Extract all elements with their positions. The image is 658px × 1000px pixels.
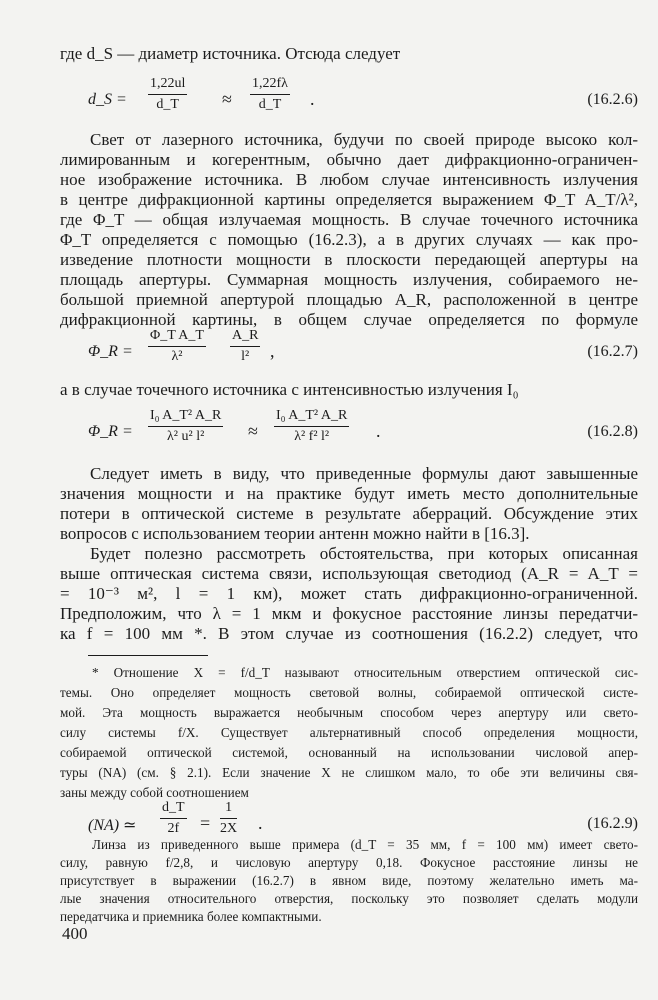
numerator: 1: [220, 800, 237, 819]
text-line: дифракционной картины, в общем случае определяется по формуле: [60, 310, 638, 329]
text-line: потери в оптической системе в результате аберраций. Обсуждение этих: [60, 504, 638, 523]
footnote-line: силу, равную f/2,8, и числовую апертуру 0,18. Фокусное расстояние линзы не: [60, 855, 638, 870]
denominator: d_T: [156, 97, 179, 112]
equation-number: (16.2.6): [587, 91, 638, 108]
text-line: в центре дифракционной картины определяется выражением Φ_T A_T/λ²,: [60, 190, 638, 209]
numerator: I₀ A_T² A_R: [274, 408, 349, 427]
fraction: [160, 800, 187, 837]
footnote-line: темы. Оно определяет мощность световой волны, собираемой оптической систе-: [60, 685, 638, 700]
text-line: Следует иметь в виду, что приведенные формулы дают завышенные: [90, 464, 638, 483]
text-line: где d_S — диаметр источника. Отсюда следует: [60, 44, 401, 63]
text-line: вопросов с использованием теории антенн можно найти в [16.3].: [60, 524, 530, 543]
fraction: [274, 408, 349, 445]
equation-punct: .: [376, 421, 381, 441]
footnote-line: собираемой оптической системой, основанный на использовании числовой апер-: [60, 745, 638, 760]
footnote-line: заны между собой соотношением: [60, 785, 249, 800]
denominator: 2f: [167, 821, 180, 836]
fraction: [230, 328, 260, 365]
text-line: значения мощности и на практике будут иметь место дополнительные: [60, 484, 638, 503]
equation-16-2-8: [60, 408, 638, 458]
equation-lhs: d_S =: [88, 91, 127, 108]
denominator: λ²: [171, 349, 183, 364]
text-line: а в случае точечного источника с интенсивностью излучения I₀: [60, 380, 519, 399]
equation-punct: .: [258, 813, 263, 833]
equation-punct: .: [310, 89, 315, 109]
text-line: площадь апертуры. Суммарная мощность излучения, собираемого не-: [60, 270, 638, 289]
denominator: l²: [241, 349, 250, 364]
footnote-line: Линза из приведенного выше примера (d_T = 35 мм, f = 100 мм) имеет свето-: [92, 837, 638, 852]
footnote-line: передатчика и приемника более компактными.: [60, 909, 322, 924]
text-line: большой приемной апертурой площадью A_R, расположенной в центре: [60, 290, 638, 309]
fraction: [250, 76, 290, 113]
numerator: 1,22fλ: [250, 76, 290, 95]
numerator: 1,22ul: [148, 76, 187, 95]
equation-number: (16.2.9): [587, 815, 638, 832]
equation-number: (16.2.8): [587, 423, 638, 440]
equation-punct: ,: [270, 341, 275, 361]
footnote-line: присутствует в выражении (16.2.7) в явном виде, поэтому желательно иметь ма-: [60, 873, 638, 888]
denominator: λ² u² l²: [167, 429, 205, 444]
text-line: ка f = 100 мм *. В этом случае из соотношения (16.2.2) следует, что: [60, 624, 638, 643]
footnote-divider: [88, 655, 208, 656]
approx-sign: ≈: [222, 89, 232, 109]
text-line: Предположим, что λ = 1 мкм и фокусное расстояние линзы передатчи-: [60, 604, 638, 623]
text-line: где Φ_T — общая излучаемая мощность. В случае точечного источника: [60, 210, 638, 229]
footnote-line: силу системы f/X. Существует альтернативный способ определения мощности,: [60, 725, 638, 740]
text-line: Φ_T определяется с помощью (16.2.3), а в других случаях — как про-: [60, 230, 638, 249]
equation-lhs: Φ_R =: [88, 343, 133, 360]
approx-sign: ≈: [248, 421, 258, 441]
text-line: выше оптическая система связи, использующая светодиод (A_R = A_T =: [60, 564, 638, 583]
footnote-line: туры (NA) (см. § 2.1). Если значение X не слишком мало, то обе эти величины свя-: [60, 765, 638, 780]
equation-lhs: (NA) ≃: [88, 817, 137, 834]
footnote-line: лые значения относительного отверстия, поскольку это позволяет сделать модули: [60, 891, 638, 906]
text-line: лимированным и когерентным, обычно дает дифракционно-ограничен-: [60, 150, 638, 169]
footnote-line: мой. Эта мощность выражается необычным способом через апертуру или свето-: [60, 705, 638, 720]
equals-sign: =: [200, 813, 211, 833]
page-number: 400: [62, 924, 88, 943]
fraction: [148, 76, 187, 113]
fraction: [220, 800, 237, 837]
equation-lhs: Φ_R =: [88, 423, 133, 440]
numerator: d_T: [160, 800, 187, 819]
numerator: A_R: [230, 328, 260, 347]
denominator: λ² f² l²: [294, 429, 330, 444]
text-line: ное изображение источника. В любом случае интенсивность излучения: [60, 170, 638, 189]
equation-number: (16.2.7): [587, 343, 638, 360]
text-line: Свет от лазерного источника, будучи по своей природе высоко кол-: [90, 130, 638, 149]
footnote-line: * Отношение X = f/d_T называют относительным отверстием оптической сис-: [92, 665, 638, 680]
text-line: изведение плотности мощности в плоскости передающей апертуры на: [60, 250, 638, 269]
text-line: = 10⁻³ м², l = 1 км), может стать дифракционно-ограниченной.: [60, 584, 638, 603]
numerator: Φ_T A_T: [148, 328, 206, 347]
text-line: Будет полезно рассмотреть обстоятельства, при которых описанная: [90, 544, 638, 563]
denominator: 2X: [220, 821, 238, 836]
fraction: [148, 328, 206, 365]
equation-16-2-7: [60, 328, 638, 378]
numerator: I₀ A_T² A_R: [148, 408, 223, 427]
fraction: [148, 408, 223, 445]
denominator: d_T: [258, 97, 282, 112]
equation-16-2-6: [60, 76, 638, 126]
